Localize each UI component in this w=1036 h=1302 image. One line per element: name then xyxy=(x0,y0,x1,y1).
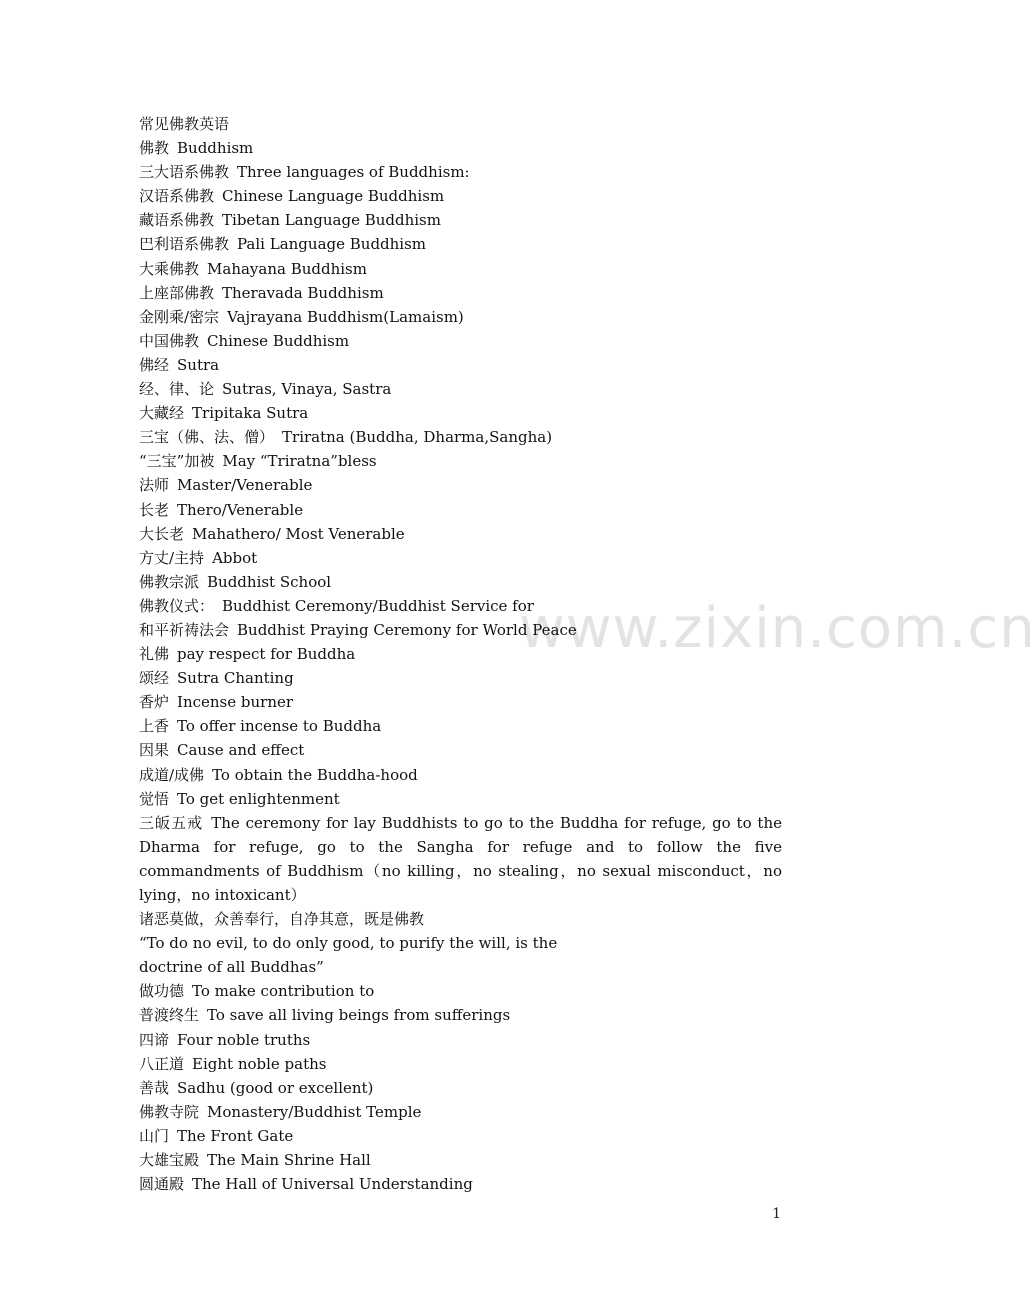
entry-row xyxy=(139,281,782,305)
entry-english: To offer incense to Buddha xyxy=(177,717,382,736)
entry-row xyxy=(139,401,782,425)
document-body xyxy=(139,112,782,1196)
entry-english: Sadhu (good or excellent) xyxy=(177,1078,374,1097)
entry-chinese: 佛教 xyxy=(139,139,170,158)
entry-list-2 xyxy=(139,979,782,1196)
refuge-paragraph xyxy=(139,811,782,907)
entry-english: Cause and effect xyxy=(177,741,305,760)
quote-chinese: 诸恶莫做，众善奉行，自净其意，既是佛教 xyxy=(139,910,425,929)
entry-english: Thero/Venerable xyxy=(177,500,304,519)
entry-english: Mahathero/ Most Venerable xyxy=(192,524,405,543)
entry-chinese: 佛教寺院 xyxy=(139,1102,200,1121)
entry-english: Buddhism xyxy=(177,139,254,158)
entry-chinese: 觉悟 xyxy=(139,789,170,808)
watermark: www.zixin.com.cn xyxy=(519,596,1036,661)
entry-row xyxy=(139,1003,782,1027)
entry-chinese: “三宝”加被 xyxy=(139,452,215,471)
entry-chinese: 香炉 xyxy=(139,693,170,712)
entry-row xyxy=(139,1172,782,1196)
entry-chinese: 经、律、论 xyxy=(139,380,215,399)
entry-english: Abbot xyxy=(212,548,258,567)
entry-row xyxy=(139,787,782,811)
entry-row xyxy=(139,763,782,787)
entry-chinese: 金刚乘/密宗 xyxy=(139,307,220,326)
entry-chinese: 礼佛 xyxy=(139,645,170,664)
entry-row xyxy=(139,979,782,1003)
entry-row xyxy=(139,690,782,714)
entry-chinese: 三皈五戒 xyxy=(139,813,204,832)
entry-chinese: 山门 xyxy=(139,1126,170,1145)
entry-chinese: 成道/成佛 xyxy=(139,765,205,784)
entry-english: Buddhist School xyxy=(207,572,332,591)
entry-english: Buddhist Praying Ceremony for World Peace xyxy=(237,620,577,639)
entry-row xyxy=(139,714,782,738)
entry-row xyxy=(139,329,782,353)
entry-english: Monastery/Buddhist Temple xyxy=(207,1102,422,1121)
entry-chinese: 巴利语系佛教 xyxy=(139,235,230,254)
entry-row xyxy=(139,642,782,666)
entry-english: The Main Shrine Hall xyxy=(207,1151,371,1170)
entry-chinese: 大藏经 xyxy=(139,404,185,423)
entry-chinese: 中国佛教 xyxy=(139,331,200,350)
entry-english: May “Triratna”bless xyxy=(222,452,377,471)
entry-chinese: 圆通殿 xyxy=(139,1175,185,1194)
entry-english: Eight noble paths xyxy=(192,1054,327,1073)
entry-chinese: 大雄宝殿 xyxy=(139,1151,200,1170)
entry-chinese: 长老 xyxy=(139,500,170,519)
entry-row xyxy=(139,570,782,594)
entry-row xyxy=(139,498,782,522)
entry-english: Four noble truths xyxy=(177,1030,311,1049)
entry-chinese: 藏语系佛教 xyxy=(139,211,215,230)
entry-row xyxy=(139,232,782,256)
entry-row xyxy=(139,1100,782,1124)
entry-english: Incense burner xyxy=(177,693,294,712)
entry-row xyxy=(139,449,782,473)
entry-chinese: 三大语系佛教 xyxy=(139,163,230,182)
entry-english: Mahayana Buddhism xyxy=(207,259,367,278)
entry-row xyxy=(139,546,782,570)
entry-english: Chinese Language Buddhism xyxy=(222,187,445,206)
entry-chinese: 和平祈祷法会 xyxy=(139,620,230,639)
entry-chinese: 八正道 xyxy=(139,1054,185,1073)
quote-english-line2: doctrine of all Buddhas” xyxy=(139,958,324,977)
entry-chinese: 佛教宗派 xyxy=(139,572,200,591)
entry-row xyxy=(139,594,782,618)
entry-row xyxy=(139,425,782,449)
entry-english: To make contribution to xyxy=(192,982,375,1001)
entry-chinese: 大长老 xyxy=(139,524,185,543)
entry-english: The Front Gate xyxy=(177,1126,294,1145)
page-number: 1 xyxy=(772,1206,781,1222)
entry-row xyxy=(139,618,782,642)
entry-english: Sutras, Vinaya, Sastra xyxy=(222,380,392,399)
entry-chinese: 大乘佛教 xyxy=(139,259,200,278)
entry-chinese: 颂经 xyxy=(139,669,170,688)
entry-row xyxy=(139,522,782,546)
entry-chinese: 善哉 xyxy=(139,1078,170,1097)
entry-chinese: 法师 xyxy=(139,476,170,495)
entry-row xyxy=(139,473,782,497)
entry-chinese: 四谛 xyxy=(139,1030,170,1049)
entry-english: Theravada Buddhism xyxy=(222,283,384,302)
entry-chinese: 汉语系佛教 xyxy=(139,187,215,206)
entry-chinese: 佛经 xyxy=(139,355,170,374)
entry-english: Chinese Buddhism xyxy=(207,331,350,350)
entry-row xyxy=(139,353,782,377)
entry-english: Tripitaka Sutra xyxy=(192,404,309,423)
entry-english: Triratna (Buddha, Dharma,Sangha) xyxy=(282,428,553,447)
entry-english: Vajrayana Buddhism(Lamaism) xyxy=(227,307,464,326)
entry-english: Three languages of Buddhism: xyxy=(237,163,470,182)
entry-row xyxy=(139,1052,782,1076)
entry-row xyxy=(139,305,782,329)
entry-row xyxy=(139,1148,782,1172)
entry-english: pay respect for Buddha xyxy=(177,645,356,664)
entry-row xyxy=(139,1124,782,1148)
entry-row xyxy=(139,1028,782,1052)
entry-row xyxy=(139,377,782,401)
entry-row xyxy=(139,666,782,690)
entry-english: To get enlightenment xyxy=(177,789,340,808)
entry-row xyxy=(139,184,782,208)
entry-row xyxy=(139,257,782,281)
entry-english: To obtain the Buddha-hood xyxy=(212,765,418,784)
entry-row xyxy=(139,738,782,762)
entry-row xyxy=(139,208,782,232)
entry-english: Buddhist Ceremony/Buddhist Service for xyxy=(222,596,534,615)
entry-chinese: 因果 xyxy=(139,741,170,760)
entry-english: Master/Venerable xyxy=(177,476,313,495)
entry-row xyxy=(139,136,782,160)
entry-chinese: 上座部佛教 xyxy=(139,283,215,302)
entry-english: Sutra Chanting xyxy=(177,669,294,688)
entry-english: Pali Language Buddhism xyxy=(237,235,427,254)
entry-chinese: 方丈/主持 xyxy=(139,548,205,567)
entry-english: The Hall of Universal Understanding xyxy=(192,1175,473,1194)
entry-list xyxy=(139,136,782,811)
entry-chinese: 普渡终生 xyxy=(139,1006,200,1025)
entry-chinese: 做功德 xyxy=(139,982,185,1001)
quote-english-line1: “To do no evil, to do only good, to purify the will, is the xyxy=(139,934,558,953)
entry-chinese: 佛教仪式： xyxy=(139,596,215,615)
entry-row xyxy=(139,1076,782,1100)
entry-chinese: 三宝（佛、法、僧） xyxy=(139,428,275,447)
entry-english: Tibetan Language Buddhism xyxy=(222,211,441,230)
entry-chinese: 上香 xyxy=(139,717,170,736)
document-title: 常见佛教英语 xyxy=(139,115,230,133)
entry-english: To save all living beings from sufferings xyxy=(207,1006,511,1025)
entry-row xyxy=(139,160,782,184)
entry-english: The ceremony for lay Buddhists to go to the Buddha for refuge, go to the Dharma for refuge, go to the Sangha for refuge and to follow the five commandments of Buddhism（no killing，no stealing，no sexual misconduct，no lying，no intoxicant） xyxy=(139,813,782,904)
entry-english: Sutra xyxy=(177,355,220,374)
